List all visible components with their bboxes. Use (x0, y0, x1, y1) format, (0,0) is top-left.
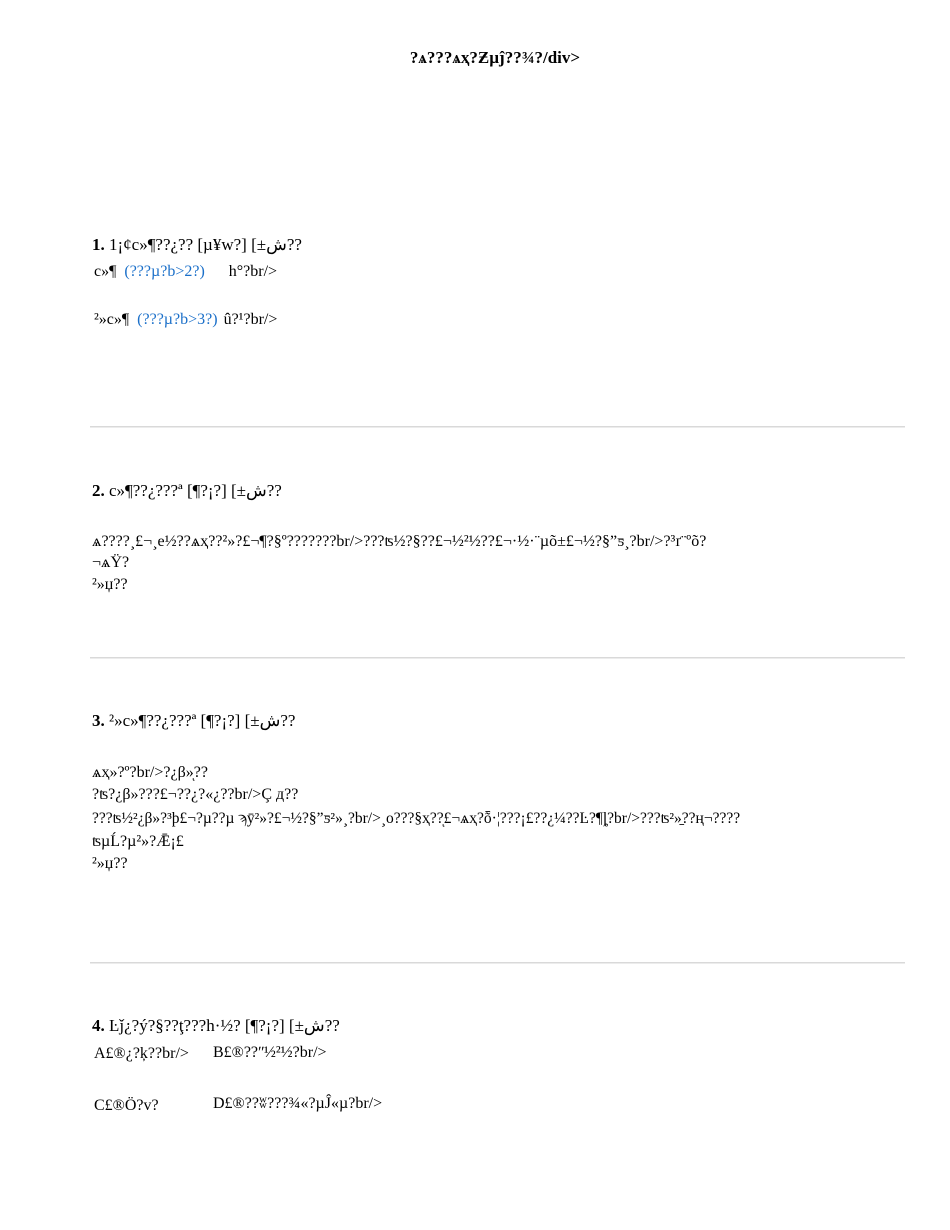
question-4-text: Ŀǰ¿?ý?§??ţ???h·½? [¶?¡?] [±ش?? (109, 1016, 340, 1035)
question-3-option-3[interactable]: ???ʦ½²¿β»?³þ£¬?µ??µ ϡȳ²»?£¬½?§”ƽ²»¸?br/>¸о???§ҳ??ͅ£¬ѧҳ?ȭ·¦???¡£??¿¼??Ŀ?¶ȴ?br/>???ʦ²»̱??ң¬???? (92, 810, 741, 827)
question-3-option-3-cont: ʦµĹ?µ²»?Ǣ¡£ (92, 833, 184, 850)
question-2-option-1[interactable]: ѧ????¸£¬¸e½??ѧҳ??²»?£¬¶?§º???????br/>???ʦ½?§??£¬½²½??£¬·½·¨µõ±£¬½?§”ƽ¸?br/>?³ґ¨ºõ? (92, 533, 707, 550)
option-label: ²»c»¶ (94, 311, 130, 328)
question-1-heading (92, 234, 912, 256)
question-4-option-b[interactable]: B£®??ʺ½²½?br/> (213, 1044, 327, 1061)
option-jump-link[interactable]: (???µ?b>2?) (124, 263, 205, 280)
section-divider (90, 657, 905, 659)
option-jump-link[interactable]: (???µ?b>3?) (137, 311, 218, 328)
question-3 (92, 710, 912, 732)
section-divider (90, 962, 905, 964)
question-1-number: 1. (92, 235, 105, 254)
question-3-number: 3. (92, 711, 105, 730)
question-4 (92, 1015, 912, 1037)
question-2-text: c»¶??¿???ª [¶?¡?] [±ش?? (109, 481, 282, 500)
question-3-heading (92, 710, 912, 732)
question-2 (92, 480, 912, 502)
question-3-option-2[interactable]: ?ʦ?¿β»???£¬??¿?«¿??br/>Ç д?? (92, 786, 299, 803)
question-3-option-4[interactable]: ²»џ?? (92, 855, 128, 872)
question-2-heading (92, 480, 912, 502)
question-3-option-1[interactable]: ѧҳ»?º?br/>?¿β»ͅ?? (92, 764, 208, 781)
question-1-text: 1¡¢c»¶??¿?? [µ¥w?] [±ش?? (109, 235, 302, 254)
section-divider (90, 426, 905, 428)
option-tail: û?¹?br/> (223, 311, 278, 328)
question-4-number: 4. (92, 1016, 105, 1035)
question-4-option-c[interactable]: C£®Ö?v? (94, 1097, 159, 1114)
question-3-text: ²»c»¶??¿???ª [¶?¡?] [±ش?? (109, 711, 296, 730)
option-label: c»¶ (94, 263, 117, 280)
option-tail: h°?br/> (228, 263, 278, 280)
page-title: ?ѧ???ѧҳ?Ƶµĵ??¾?/div> (409, 48, 581, 67)
question-4-option-a[interactable]: A£®¿?ķ??br/> (94, 1045, 189, 1062)
question-4-option-d[interactable]: D£®??ʬ???¾«?µĴ«µ?br/> (213, 1095, 383, 1112)
question-1-option-1[interactable] (94, 261, 277, 283)
question-2-number: 2. (92, 481, 105, 500)
question-4-heading (92, 1015, 912, 1037)
question-1-option-2[interactable] (94, 309, 277, 331)
question-1 (92, 234, 912, 256)
question-2-option-3[interactable]: ²»џ?? (92, 576, 128, 593)
question-2-option-2[interactable]: ¬ѧŸ? (92, 554, 130, 571)
